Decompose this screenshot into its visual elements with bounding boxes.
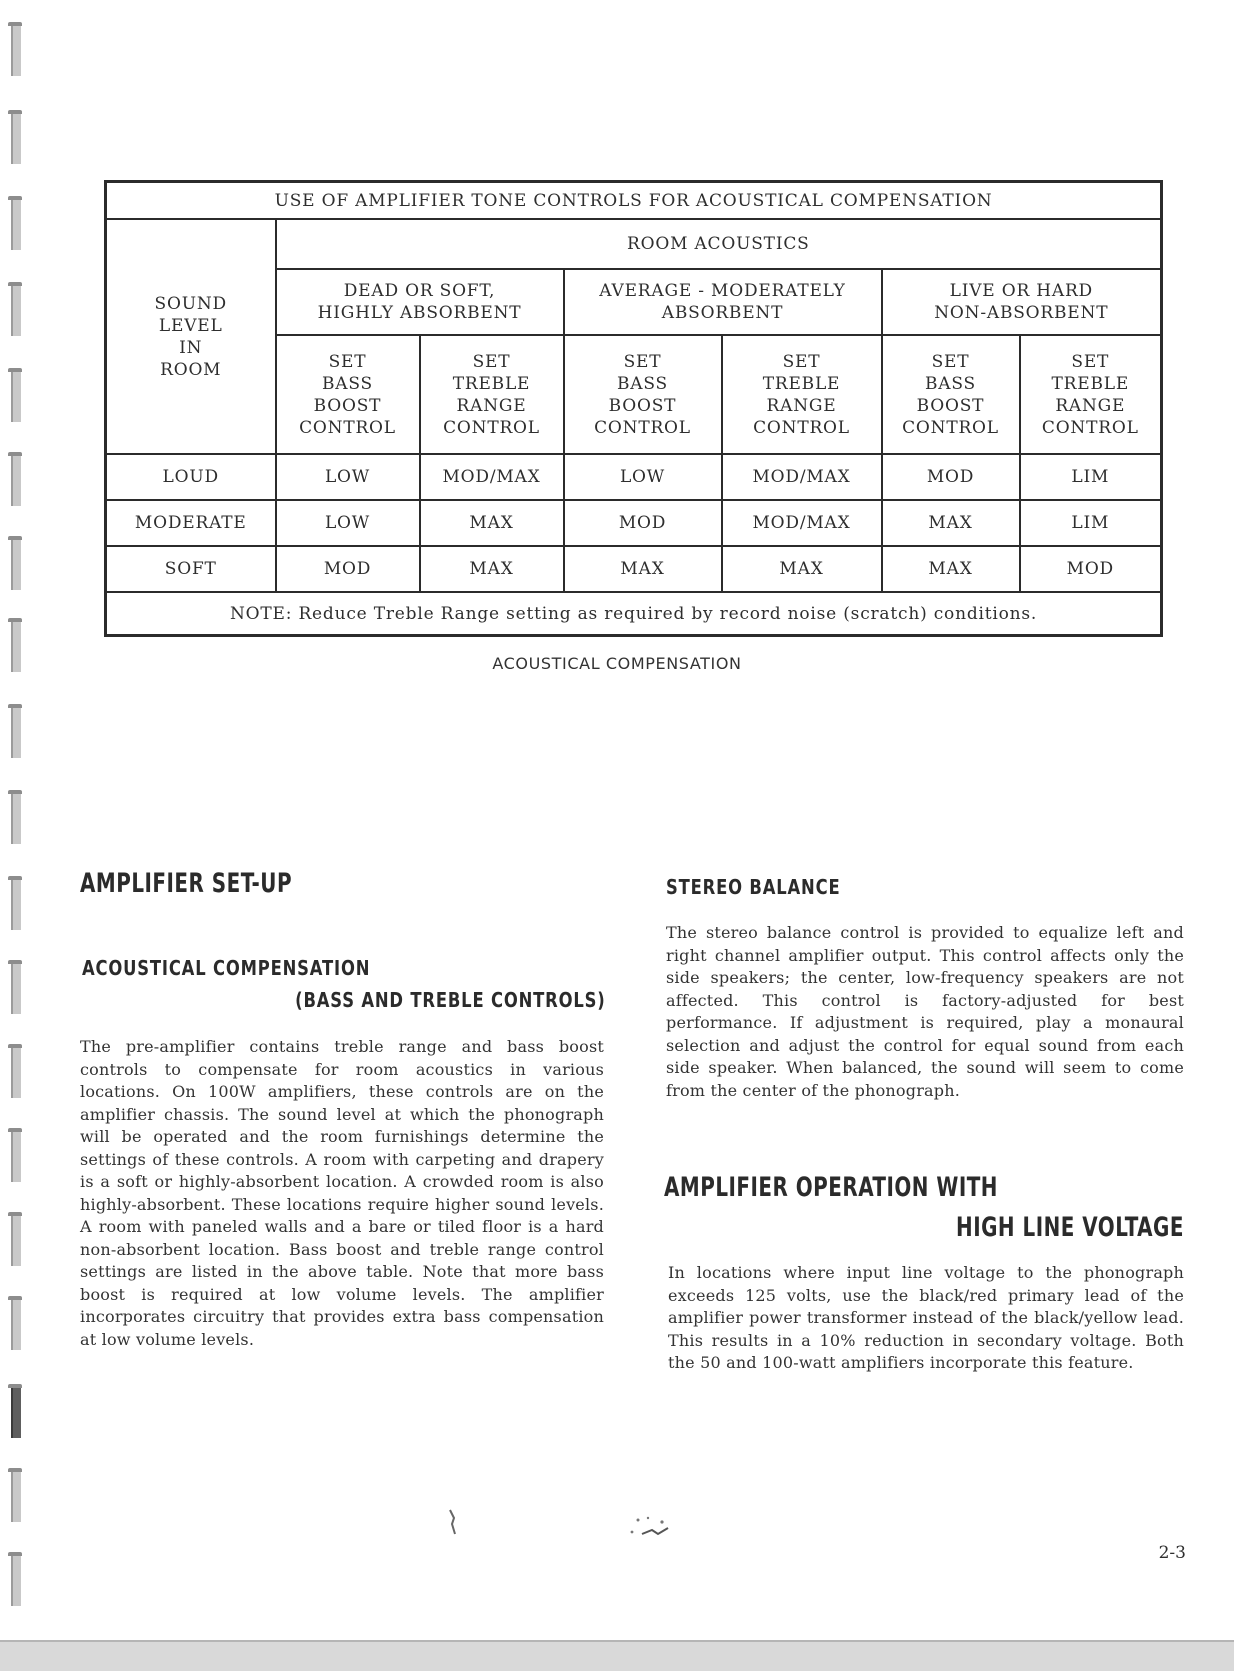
heading-amplifier-operation: AMPLIFIER OPERATION WITH [664,1172,998,1203]
table-title: USE OF AMPLIFIER TONE CONTROLS FOR ACOUSTICAL COMPENSATION [106,182,1162,220]
binder-ring [8,1384,22,1440]
binder-ring [8,960,22,1016]
binder-ring [8,1212,22,1268]
binder-ring [8,196,22,252]
table-cell: MAX [420,500,564,546]
bass-control-header: SET BASS BOOST CONTROL [564,335,722,454]
binder-strip [0,0,40,1669]
table-cell: LIM [1020,454,1162,500]
table-cell: MOD [564,500,722,546]
table-row [106,454,1162,500]
table-cell: MOD [276,546,420,592]
treble-control-header: SET TREBLE RANGE CONTROL [722,335,882,454]
heading-stereo-balance: STEREO BALANCE [666,875,841,899]
page-number: 2-3 [1158,1543,1186,1563]
binder-ring [8,536,22,592]
table-row [106,546,1162,592]
bottom-scan-edge [0,1640,1234,1671]
table-caption: ACOUSTICAL COMPENSATION [492,654,742,673]
compensation-table-wrap [104,180,1160,637]
heading-amplifier-setup: AMPLIFIER SET-UP [80,868,293,899]
compensation-table [104,180,1163,637]
acoustics-dead-soft: DEAD OR SOFT, HIGHLY ABSORBENT [276,269,564,335]
binder-ring [8,368,22,424]
table-cell: MAX [882,546,1020,592]
binder-ring [8,1128,22,1184]
row-level-label: LOUD [106,454,276,500]
bass-control-header: SET BASS BOOST CONTROL [276,335,420,454]
binder-ring [8,1468,22,1524]
acoustics-average: AVERAGE - MODERATELY ABSORBENT [564,269,882,335]
table-cell: MOD/MAX [420,454,564,500]
table-cell: MAX [564,546,722,592]
treble-control-header: SET TREBLE RANGE CONTROL [420,335,564,454]
binder-ring [8,1552,22,1608]
binder-ring [8,22,22,78]
table-cell: MAX [420,546,564,592]
bass-control-header: SET BASS BOOST CONTROL [882,335,1020,454]
acoustics-live-hard: LIVE OR HARD NON-ABSORBENT [882,269,1162,335]
table-cell: LOW [276,454,420,500]
treble-control-header: SET TREBLE RANGE CONTROL [1020,335,1162,454]
table-cell: LOW [564,454,722,500]
ink-smudge [444,1508,464,1538]
table-cell: LOW [276,500,420,546]
binder-ring [8,876,22,932]
binder-ring [8,282,22,338]
table-cell: LIM [1020,500,1162,546]
room-acoustics-header: ROOM ACOUSTICS [276,219,1162,269]
binder-ring [8,704,22,760]
table-cell: MAX [882,500,1020,546]
row-level-label: MODERATE [106,500,276,546]
row-level-label: SOFT [106,546,276,592]
table-cell: MAX [722,546,882,592]
subheading-acoustical-compensation: ACOUSTICAL COMPENSATION [82,956,371,980]
table-note: NOTE: Reduce Treble Range setting as required by record noise (scratch) conditions. [106,592,1162,636]
table-cell: MOD [1020,546,1162,592]
table-cell: MOD/MAX [722,454,882,500]
stereo-balance-body: The stereo balance control is provided to equalize left and right channel amplifier output. This control affects only the side speakers; the center, low-frequency speakers are not affected. This control is factory-adjusted for best performance. If adjustment is required, play a monaural selection and adjust the control for equal sound from each side speaker. When balanced, the sound will seem to come from the center of the phonograph. [666,923,1184,1100]
sound-level-header: SOUND LEVEL IN ROOM [106,219,276,454]
high-line-voltage-body: In locations where input line voltage to the phonograph exceeds 125 volts, use the black/red primary lead of the amplifier power transformer instead of the black/yellow lead. This results in a 10% reduction in secondary voltage. Both the 50 and 100-watt amplifiers incorporate this feature. [668,1263,1184,1372]
binder-ring [8,452,22,508]
subheading-bass-treble: (BASS AND TREBLE CONTROLS) [295,988,606,1012]
table-cell: MOD/MAX [722,500,882,546]
table-row [106,500,1162,546]
binder-ring [8,1044,22,1100]
ink-smudge [618,1510,682,1544]
binder-ring [8,790,22,846]
acoustical-compensation-body: The pre-amplifier contains treble range and bass boost controls to compensate for room acoustics in various locations. On 100W amplifiers, these controls are on the amplifier chassis. The sound level at which the phonograph will be operated and the room furnishings determine the settings of these controls. A room with carpeting and drapery is a soft or highly-absorbent location. A crowded room is also highly-absorbent. These locations require higher sound levels. A room with paneled walls and a bare or tiled floor is a hard non-absorbent location. Bass boost and treble range control settings are listed in the above table. Note that more bass boost is required at low volume levels. The amplifier incorporates circuitry that provides extra bass compensation at low volume levels. [80,1037,604,1349]
binder-ring [8,110,22,166]
table-cell: MOD [882,454,1020,500]
heading-high-line-voltage: HIGH LINE VOLTAGE [956,1212,1184,1243]
binder-ring [8,1296,22,1352]
